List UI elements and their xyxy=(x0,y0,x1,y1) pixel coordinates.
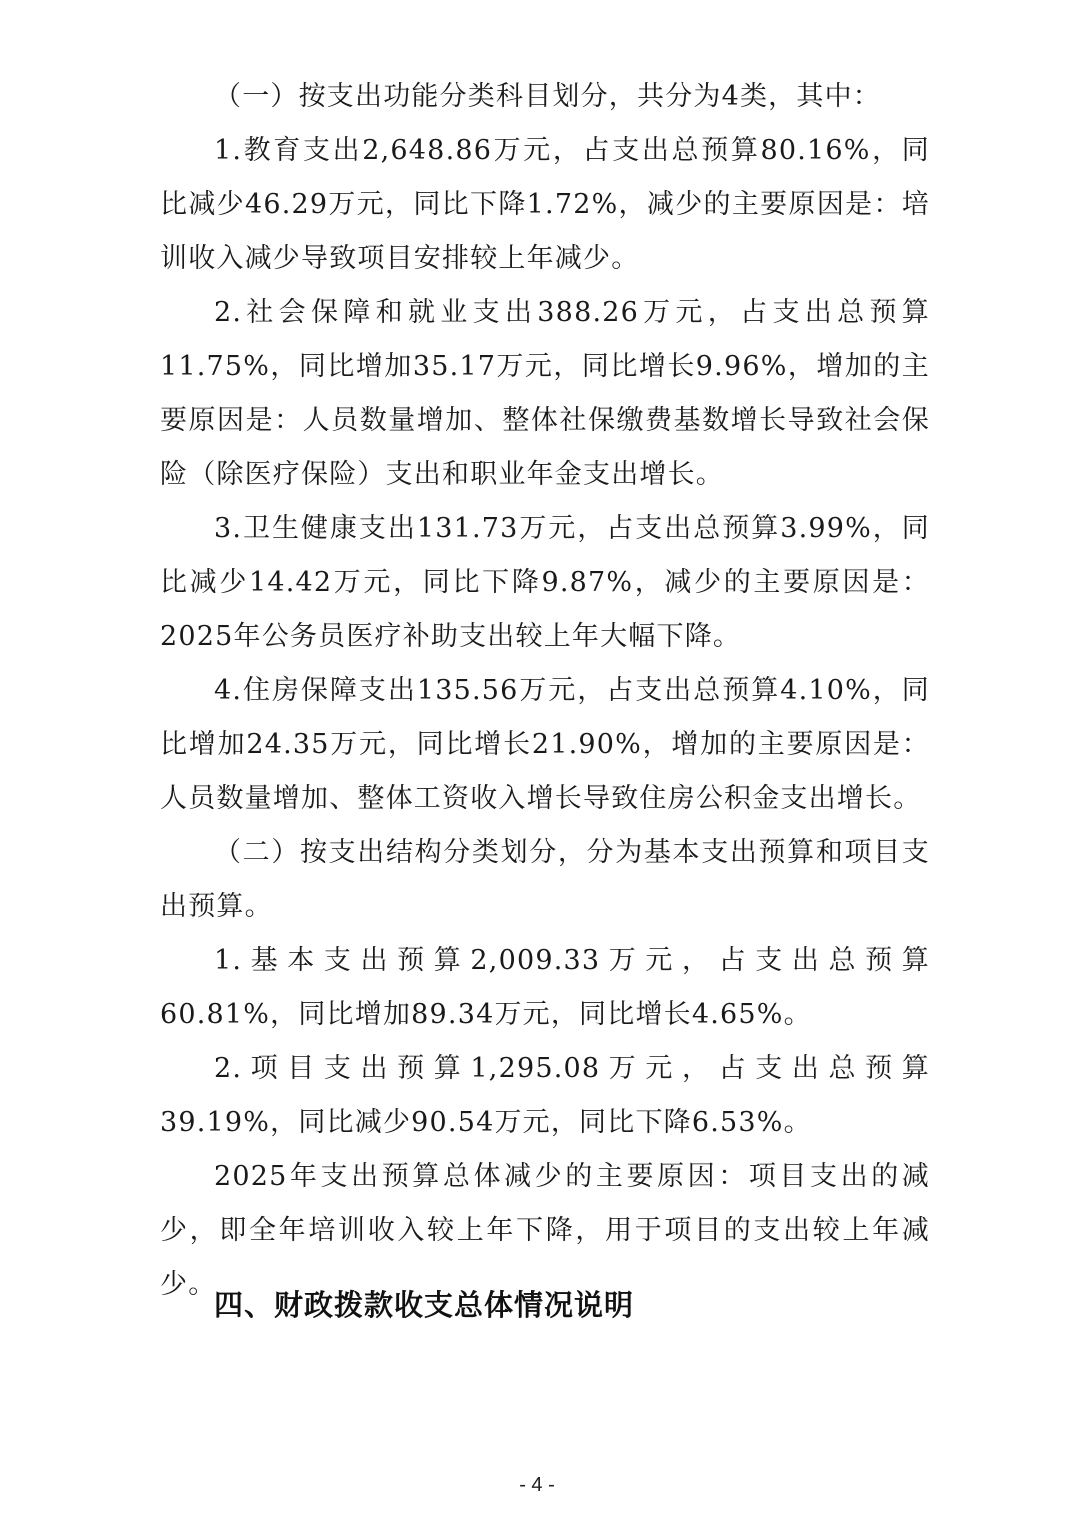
section-heading: 四、财政拨款收支总体情况说明 xyxy=(214,1288,635,1322)
body-text xyxy=(160,70,930,1312)
paragraph-education-expenditure: 1.教育支出2,648.86万元，占支出总预算80.16%，同比减少46.29万元，同比下降1.72%，减少的主要原因是：培训收入减少导致项目安排较上年减少。 xyxy=(160,135,930,274)
paragraph-basic-expenditure: 1.基本支出预算2,009.33万元，占支出总预算60.81%，同比增加89.34万元，同比增长4.65%。 xyxy=(160,945,930,1030)
paragraph-functional-classification-intro: （一）按支出功能分类科目划分，共分为4类，其中： xyxy=(214,81,881,112)
paragraph-housing-expenditure: 4.住房保障支出135.56万元，占支出总预算4.10%，同比增加24.35万元，同比增长21.90%，增加的主要原因是：人员数量增加、整体工资收入增长导致住房公积金支出增长。 xyxy=(160,675,930,814)
paragraph-health-expenditure: 3.卫生健康支出131.73万元，占支出总预算3.99%，同比减少14.42万元，同比下降9.87%，减少的主要原因是：2025年公务员医疗补助支出较上年大幅下降。 xyxy=(160,513,930,652)
paragraph-social-security-expenditure: 2.社会保障和就业支出388.26万元，占支出总预算11.75%，同比增加35.17万元，同比增长9.96%，增加的主要原因是：人员数量增加、整体社保缴费基数增长导致社会保险（除医疗保险）支出和职业年金支出增长。 xyxy=(160,297,930,490)
paragraph-project-expenditure: 2.项目支出预算1,295.08万元，占支出总预算39.19%，同比减少90.54万元，同比下降6.53%。 xyxy=(160,1053,930,1138)
page-number: - 4 - xyxy=(519,1474,555,1496)
paragraph-overall-decrease-reason: 2025年支出预算总体减少的主要原因：项目支出的减少，即全年培训收入较上年下降，用于项目的支出较上年减少。 xyxy=(160,1161,930,1300)
paragraph-structural-classification-intro: （二）按支出结构分类划分，分为基本支出预算和项目支出预算。 xyxy=(160,837,930,922)
